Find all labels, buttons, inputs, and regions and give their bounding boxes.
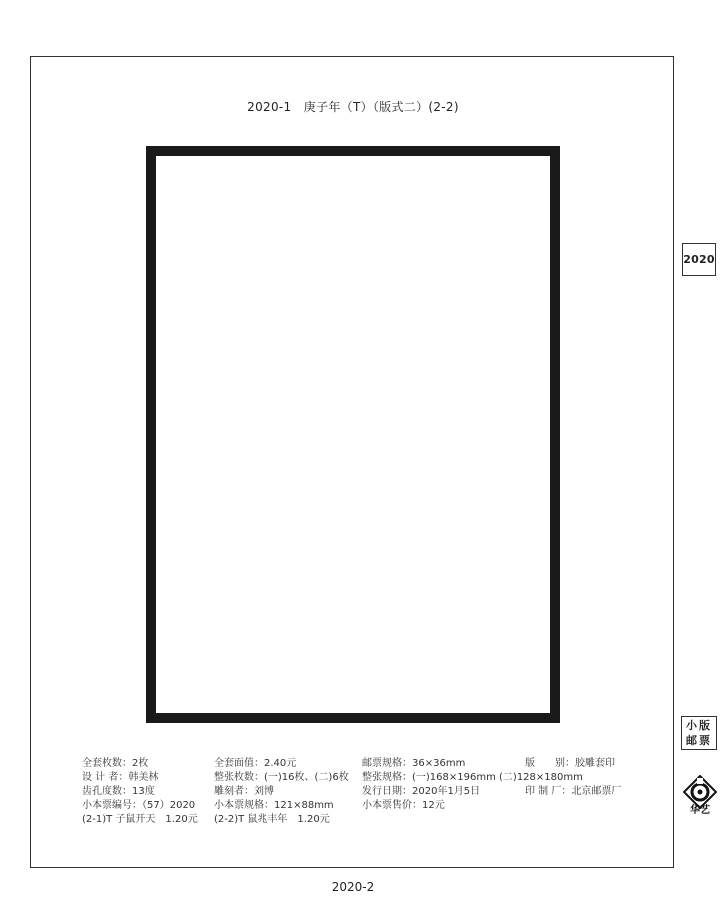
info-column-4 bbox=[525, 757, 621, 799]
info-printing-method: 版 别：胶雕套印 bbox=[525, 758, 615, 769]
small-sheet-line-1: 小版 bbox=[686, 719, 712, 732]
info-designer: 设 计 者：韩美林 bbox=[82, 772, 159, 783]
page-number: 2020-2 bbox=[331, 880, 375, 894]
info-booklet-price: 小本票售价：12元 bbox=[362, 800, 445, 811]
info-column-1 bbox=[82, 757, 198, 827]
info-perforation: 齿孔度数：13度 bbox=[82, 786, 155, 797]
info-total-value: 全套面值：2.40元 bbox=[214, 758, 297, 769]
info-engraver: 雕刻者：刘博 bbox=[214, 786, 274, 797]
small-sheet-tab bbox=[681, 716, 717, 750]
info-issue-date: 发行日期：2020年1月5日 bbox=[362, 786, 481, 797]
info-booklet-number: 小本票编号：（57）2020 bbox=[82, 800, 196, 811]
logo-text: 华艺 bbox=[690, 805, 710, 815]
publisher-logo-icon bbox=[683, 775, 717, 815]
info-stamp-2: (2-2)T 鼠兆丰年 1.20元 bbox=[214, 814, 330, 825]
info-sheet-size: 整张规格：(一)168×196mm (二)128×180mm bbox=[362, 772, 583, 783]
info-booklet-size: 小本票规格：121×88mm bbox=[214, 800, 334, 811]
stamp-sheet-placeholder bbox=[146, 146, 560, 723]
small-sheet-line-2: 邮票 bbox=[686, 734, 712, 747]
info-column-2 bbox=[214, 757, 349, 827]
info-printer: 印 制 厂：北京邮票厂 bbox=[525, 786, 622, 797]
info-stamp-size: 邮票规格：36×36mm bbox=[362, 758, 466, 769]
info-spacer bbox=[525, 771, 621, 785]
info-stamp-1: (2-1)T 子鼠开天 1.20元 bbox=[82, 814, 198, 825]
info-sheet-count: 整张枚数：(一)16枚、(二)6枚 bbox=[214, 772, 349, 783]
sheet-title: 2020-1 庚子年（T）（版式二）(2-2) bbox=[247, 100, 459, 114]
year-tab: 2020 bbox=[682, 243, 716, 276]
info-total-count: 全套枚数：2枚 bbox=[82, 758, 149, 769]
